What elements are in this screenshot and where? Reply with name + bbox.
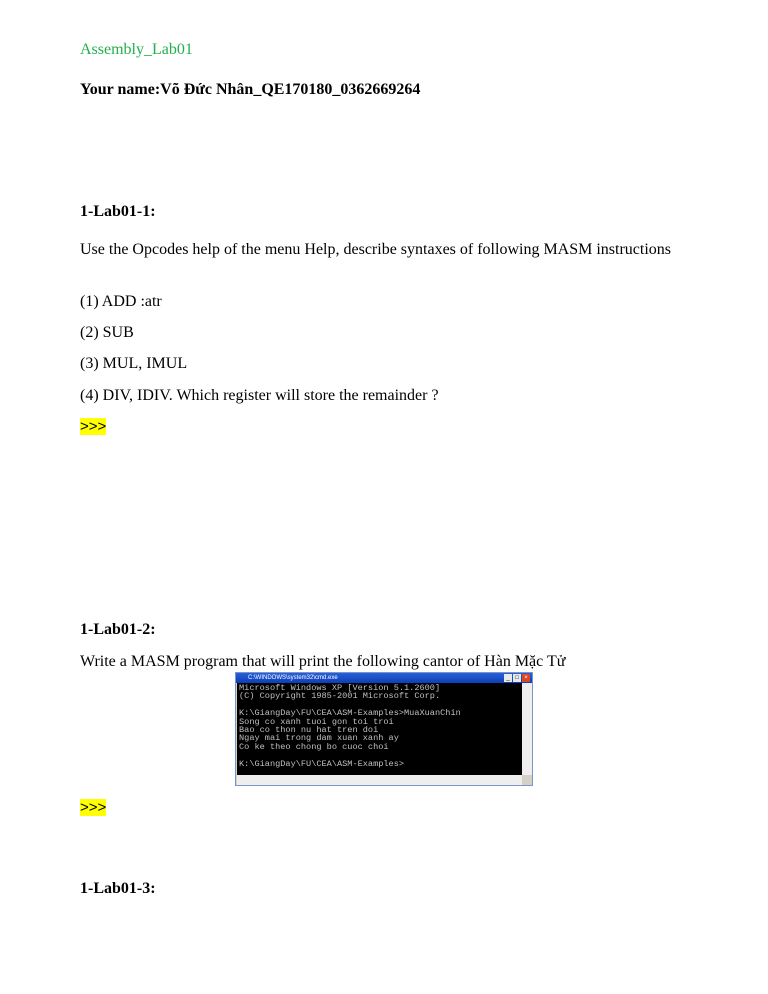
- console-line: Ngay mai trong dam xuan xanh ay: [239, 733, 399, 744]
- section-title: 1-Lab01-3:: [80, 880, 156, 897]
- console-line: Bao co thon nu hat tren doi: [239, 725, 379, 736]
- minimize-icon: _: [504, 674, 512, 682]
- list-item: (2) SUB: [80, 324, 134, 341]
- maximize-icon: □: [513, 674, 521, 682]
- section-title: 1-Lab01-2:: [80, 621, 156, 638]
- console-title: C:\WINDOWS\system32\cmd.exe: [248, 675, 338, 681]
- console-output: [237, 683, 522, 775]
- document-header: Assembly_Lab01: [80, 41, 193, 58]
- student-name: Your name:Võ Đức Nhân_QE170180_0362669264: [80, 81, 421, 98]
- console-screenshot: [235, 672, 533, 786]
- console-titlebar: [236, 673, 532, 683]
- answer-marker: >>>: [80, 418, 107, 435]
- console-line: Microsoft Windows XP [Version 5.1.2600]: [239, 683, 441, 693]
- console-line: Co ke theo chong bo cuoc choi: [239, 741, 389, 752]
- console-line: K:\GiangDay\FU\CEA\ASM-Examples>MuaXuanChin: [239, 708, 461, 719]
- section-title: 1-Lab01-1:: [80, 203, 156, 220]
- section-intro: Write a MASM program that will print the following cantor of Hàn Mặc Tử: [80, 653, 566, 670]
- console-line: K:\GiangDay\FU\CEA\ASM-Examples>: [239, 758, 405, 769]
- list-item: (1) ADD :atr: [80, 293, 162, 310]
- console-line: (C) Copyright 1985-2001 Microsoft Corp.: [239, 691, 441, 702]
- close-icon: ×: [522, 674, 530, 682]
- list-item: (4) DIV, IDIV. Which register will store the remainder ?: [80, 387, 439, 404]
- answer-marker: >>>: [80, 799, 107, 816]
- vertical-scrollbar: [522, 683, 532, 775]
- section-intro: Use the Opcodes help of the menu Help, describe syntaxes of following MASM instructions: [80, 241, 672, 258]
- console-line: Song co xanh tuoi gon toi troi: [239, 716, 394, 727]
- list-item: (3) MUL, IMUL: [80, 355, 188, 372]
- horizontal-scrollbar: [237, 775, 522, 785]
